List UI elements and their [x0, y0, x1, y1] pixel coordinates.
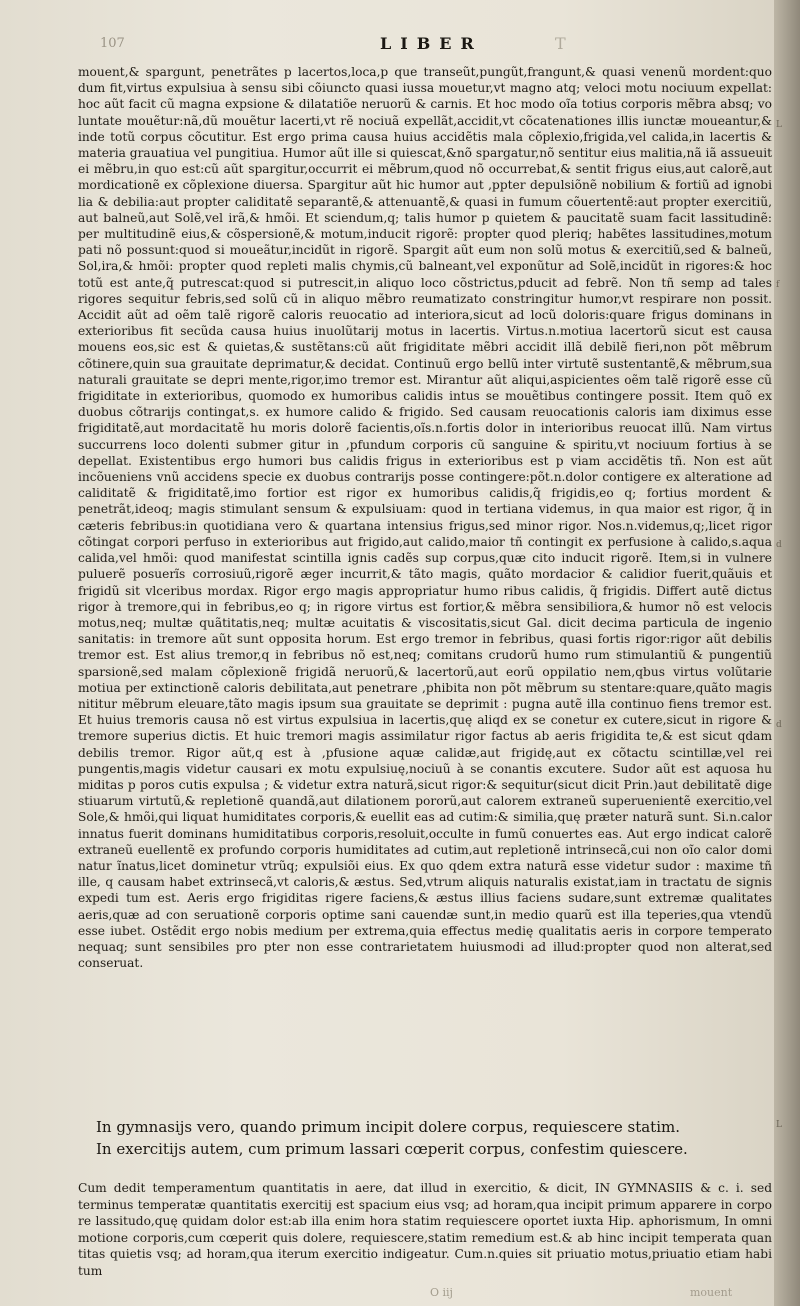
aphorism-line-1: In gymnasijs vero, quando primum incipit dolere corpus, requiescere statim. [96, 1118, 681, 1136]
page-footer [0, 1286, 800, 1304]
commentary-block [78, 1180, 772, 1280]
folio-number: 107 [100, 36, 125, 51]
running-title: LIBER [380, 34, 483, 53]
page-gutter [774, 0, 800, 1306]
signature-mark: O iij [430, 1286, 453, 1299]
margin-note: d [776, 540, 782, 550]
commentary-text: Cum dedit temperamentum quantitatis in aere, dat illud in exercitio, & dicit, IN GYMNASIIS & c. i. sed terminus temperatæ quantitatis exercitij est spacium eius vsq; ad horam,qua incipit primum apparere in corpo re lassitudo,quę quidam dolor est:ab illa enim hora statim requiescere oportet iuxta Hip. aphorismum, In omni motione corporis,cum cœperit quis dolere, requiescere,statim remedium est.& ab hinc incipit temperata quan titas quietis vsq; ad horam,qua iterum exercitio indigeatur. Cum.n.quies sit priuatio motus,priuatio etiam habi tum [78, 1181, 772, 1278]
aphorism-block [96, 1116, 756, 1160]
running-header [0, 34, 800, 60]
show-through-letter: T [555, 34, 572, 53]
margin-note: f [776, 280, 780, 290]
aphorism-line-2: In exercitijs autem, cum primum lassari cœperit corpus, confestim quiescere. [96, 1140, 688, 1158]
catchword: mouent [690, 1286, 733, 1299]
margin-note: d [776, 720, 782, 730]
margin-note: L [776, 1120, 782, 1130]
main-text-block [78, 64, 772, 971]
margin-note: L [776, 120, 782, 130]
main-text: mouent,& spargunt, penetrãtes p lacertos,loca,p que transeũt,pungũt,frangunt,& quasi venenũ mordent:quo dum fit,virtus expulsiua à sensu sibi cõiuncto quasi iussa mouetur,vt magno atq; veloci motu nociuum expellat: hoc aũt facit cũ magna expsione & dilatatiõe neruorũ & carnis. Et hoc modo oĩa totius corporis mẽbra absq; vo luntate mouẽtur:nã,dũ mouẽtur lacerti,vt rẽ nociuã expellãt,accidit,vt cõcatenationes illis iunctæ moueantur,& inde totũ corpus cõcutitur. Est ergo prima causa huius accidẽtis mala cõplexio,frigida,vel calida,in lacertis & materia grauatiua vel pungitiua. Humor aũt ille si quiescat,&nõ spargatur,nõ sentitur eius malitia,nã iã assueuit ei mẽbru,in quo est:cũ aũt spargitur,occurrit ei mẽbrum,quod nõ occurrebat,& sentit frigus eius,aut calorẽ,aut mordicationẽ ex cõplexione diuersa. Spargitur aũt hic humor aut ,ppter depulsiõnẽ nobilium & fortiũ ad ignobi lia & debilia:aut propter caliditatẽ separantẽ,& attenuantẽ,& quasi in fumum cõuertentẽ:aut propter exercitiũ, aut balneũ,aut Solẽ,vel irã,& hmõi. Et sciendum,q; talis humor p quietem & paucitatẽ suam facit lassitudinẽ: per multitudinẽ eius,& cõspersionẽ,& motum,inducit rigorẽ: propter quod pleriq; habẽtes lassitudines,motum pati nõ possunt:quod si moueãtur,incidũt in rigorẽ. Spargit aũt eum non solũ motus & exercitiũ,sed & balneũ, Sol,ira,& hmõi: propter quod repleti malis chymis,cũ balneant,vel exponũtur ad Solẽ,incidũt in rigores:& hoc totũ est ante,q̃ putrescat:quod si putrescit,in aliquo loco cõstrictus,pducit ad febrẽ. Non tñ semp ad tales rigores sequitur febris,sed solũ cũ in aliquo mẽbro reumatizato constringitur humor,vt respirare non possit. Accidit aũt ad oẽm talẽ rigorẽ caloris reuocatio ad interiora,sicut ad locũ doloris:quare frigus dominans in exterioribus fit secũda causa huius inuolũtarij motus in lacertis. Virtus.n.motiua lacertorũ sicut est causa mouens eos,sic est & quietas,& sustẽtans:cũ aũt frigiditate mẽbri accidit illã debilẽ fieri,non põt mẽbrum cõtinere,quin sua grauitate deprimatur,& decidat. Continuũ ergo bellũ inter virtutẽ sustentantẽ,& mẽbrum,sua naturali grauitate se depri mente,rigor,imo tremor est. Mirantur aũt aliqui,aspicientes oẽm talẽ rigorẽ esse cũ frigiditate in exterioribus, quomodo ex humoribus calidis intus se mouẽtibus contingere possit. Item quõ ex duobus cõtrarijs contingat,s. ex humore calido & frigido. Sed causam reuocationis caloris iam diximus esse frigiditatẽ,aut mordacitatẽ hu moris dolorẽ facientis,oĩs.n.fortis dolor in interioribus reuocat illũ. Nam virtus succurrens loco dolenti submer gitur in ,pfundum corporis cũ sanguine & spiritu,vt nociuum fortius à se depellat. Existentibus ergo humori bus calidis frigus in exterioribus est p viam accidẽtis tñ. Non est aũt incõueniens vnũ accidens specie ex duobus contrarijs posse contingere:põt.n.dolor contigere ex alteratione ad caliditatẽ & frigiditatẽ,imo fortior est rigor ex humoribus calidis,q̃ frigidis,eo q; fortius mordent & penetrãt,ideoq; magis stimulant sensum & expulsiuam: quod in tertiana videmus, in qua maior est rigor, q̃ in cæteris febribus:in quotidiana vero & quartana intensius frigus,sed minor rigor. Nos.n.videmus,q;,licet rigor cõtingat corpori perfuso in exterioribus aut frigido,aut calido,maior tñ contingit ex perfusione à calido,s.aqua calida,vel hmõi: quod manifestat scintilla ignis cadẽs sup corpus,quæ cito inducit rigorẽ. Item,si in vulnere puluerẽ posuerĩs corrosiuũ,rigorẽ æger incurrit,& tãto magis, quãto mordacior & calidior fuerit,quãuis et frigidũ sit vlceribus mordax. Rigor ergo magis appropriatur humo ribus calidis, q̃ frigidis. Differt autẽ dictus rigor à tremore,qui in febribus,eo q; in rigore virtus est fortior,& mẽbra sensibiliora,& humor nõ est velocis motus,neq; multæ quãtitatis,neq; multæ acuitatis & viscositatis,sicut Gal. dicit decima particula de ingenio sanitatis: in tremore aũt sunt opposita horum. Est ergo tremor in febribus, quasi fortis rigor:rigor aũt debilis tremor est. Est alius tremor,q in febribus nõ est,neq; comitans crudorũ humo rum stimulantiũ & pungentiũ sparsionẽ,sed malam cõplexionẽ frigidã neruorũ,& lacertorũ,aut eorũ oppilatio nem,qbus virtus volũtarie motiua per extinctionẽ caloris debilitata,aut penetrare ,phibita non põt mẽbrum su stentare:quare,quãto magis nititur mẽbrum eleuare,tãto magis ipsum sua grauitate se deprimit : pugna autẽ illa continuo fiens tremor est. Et huius tremoris causa nõ est virtus expulsiua in lacertis,quę aliqd ex se conetur ex cutere,sicut in rigore & tremore superius dictis. Et huic tremori magis assimilatur rigor factus ab aeris frigidita te,& est sicut qdam debilis tremor. Rigor aũt,q est à ,pfusione aquæ calidæ,aut frigidę,aut ex cõtactu scintillæ,vel rei pungentis,magis videtur causari ex motu expulsiuę,nociuũ à se conantis excutere. Sudor aũt est aquosa hu miditas p poros cutis expulsa ; & videtur extra naturã,sicut rigor:& sequitur(sicut dicit Prin.)aut debilitatẽ dige stiuarum virtutũ,& repletionẽ quandã,aut dilationem pororũ,aut calorem extraneũ superuenientẽ exercitio,vel Sole,& hmõi,qui liquat humiditates corporis,& euellit eas ad cutim:& similia,quę præter naturã sunt. Si.n.calor innatus fuerit dominans humiditatibus corporis,resoluit,occulte in fumũ conuertes eas. Aut ergo indicat calorẽ extraneũ euellentẽ ex profundo corporis humiditates ad cutim,aut repletionẽ intrinsecã,cui non oĩo calor domi natur ĩnatus,licet dominetur vtrũq; expulsiõi eius. Ex quo qdem extra naturã esse videtur sudor : maxime tñ ille, q causam habet extrinsecã,vt caloris,& æstus. Sed,vtrum aliquis naturalis existat,iam in tractatu de signis expedi tum est. Aeris ergo frigiditas rigere faciens,& æstus illius faciens sudare,sunt extremæ qualitates aeris,quæ ad con seruationẽ corporis optime sani cauendæ sunt,in medio quarũ est illa teperies,qua vtendũ esse iubet. Ostẽdit ergo nobis medium per extrema,quia effectus medię qualitatis aeris in corpore temperato nequaq; sunt sensibiles pro pter non esse contrarietatem huiusmodi ad illud:propter quod non alterat,sed conseruat. [78, 65, 772, 971]
